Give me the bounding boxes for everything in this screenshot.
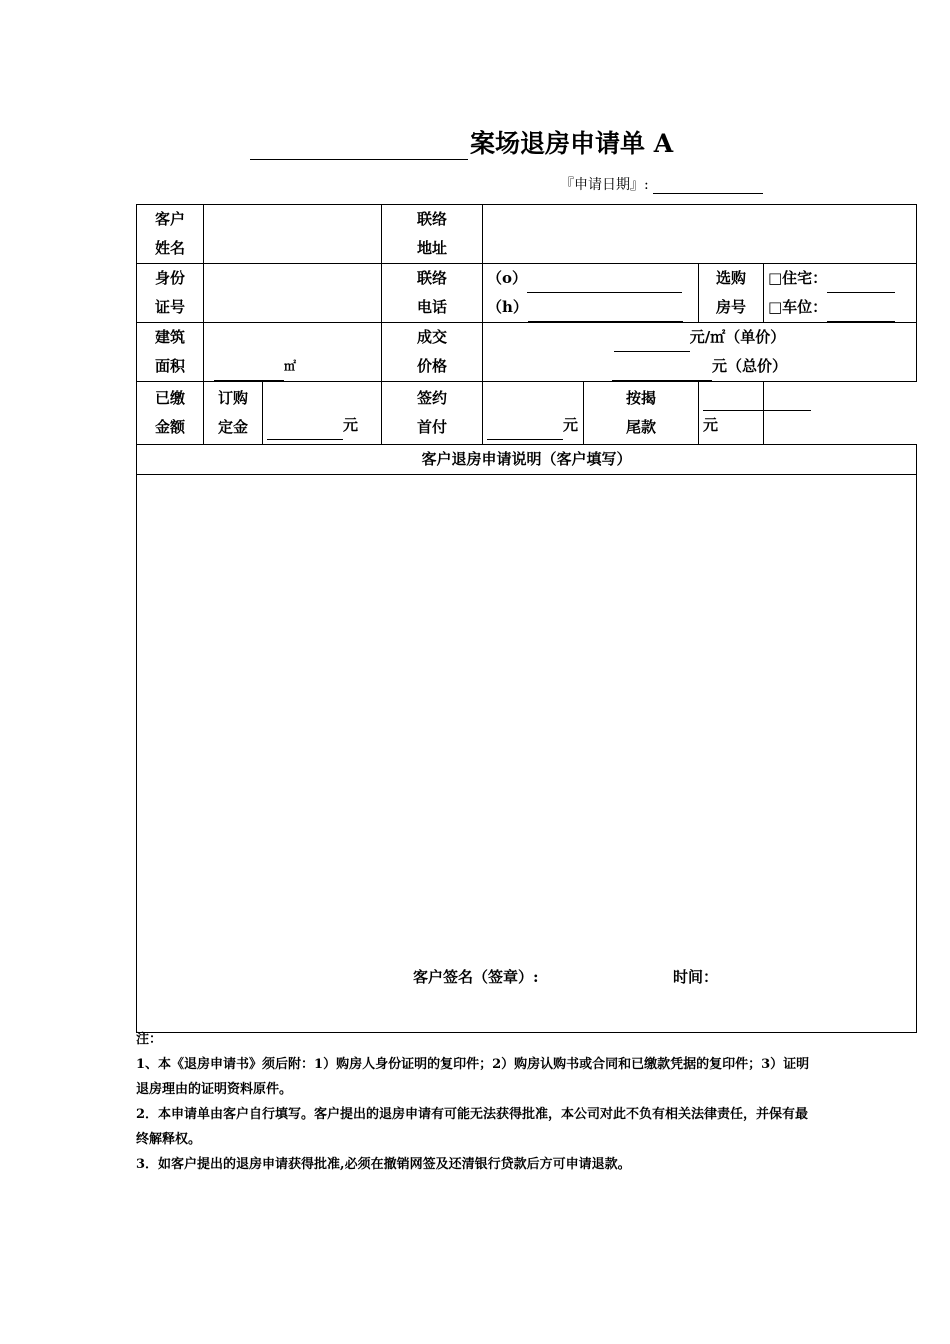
application-date xyxy=(560,174,820,194)
notes-section xyxy=(136,1027,816,1177)
project-name-blank[interactable] xyxy=(250,133,468,160)
deposit-cell xyxy=(263,382,382,445)
notes-heading: 注： xyxy=(136,1032,163,1047)
residence-field[interactable] xyxy=(827,274,895,293)
contact-phone-fields xyxy=(483,264,699,323)
customer-name-field[interactable] xyxy=(204,205,382,264)
total-price-field[interactable] xyxy=(612,362,712,381)
id-number-label: 身份 证号 xyxy=(137,264,204,323)
row-id-phone xyxy=(137,264,917,323)
parking-checkbox[interactable]: □车位： xyxy=(768,298,828,316)
chosen-unit-label: 选购 房号 xyxy=(699,264,764,323)
application-date-label: 『申请日期』: xyxy=(560,177,649,193)
deposit-yuan: 元 xyxy=(343,416,359,434)
mortgage-balance-label: 按揭 尾款 xyxy=(584,382,699,445)
page-title: 案场退房申请单 A xyxy=(250,124,720,160)
building-area-field[interactable] xyxy=(214,362,284,381)
deal-price-fields xyxy=(483,323,917,382)
mortgage-balance-yuan: 元 xyxy=(703,416,719,434)
description-header: 客户退房申请说明（客户填写） xyxy=(137,445,917,475)
phone-h-label: （h） xyxy=(487,298,528,316)
mortgage-balance-cell xyxy=(699,382,764,445)
mortgage-balance-field[interactable] xyxy=(703,392,811,411)
contact-address-label: 联络 地址 xyxy=(382,205,483,264)
unit-price-field[interactable] xyxy=(614,333,690,352)
unit-type-fields xyxy=(764,264,917,323)
paid-amount-label: 已缴 金额 xyxy=(137,382,204,445)
unit-price-suffix: 元/㎡（单价） xyxy=(689,328,786,346)
phone-o-label: （o） xyxy=(487,269,528,287)
down-payment-yuan: 元 xyxy=(563,416,579,434)
down-payment-field[interactable] xyxy=(487,421,563,440)
note-item-3: 3．如客户提出的退房申请获得批准,必须在撤销网签及还清银行贷款后方可申请退款。 xyxy=(136,1157,631,1172)
note-item-1: 1、本《退房申请书》须后附：1）购房人身份证明的复印件；2）购房认购书或合同和已缴款凭据的复印件；3）证明退房理由的证明资料原件。 xyxy=(136,1057,810,1097)
time-label: 时间： xyxy=(673,968,719,986)
row-description-header xyxy=(137,445,917,475)
refund-form-table xyxy=(136,204,917,1033)
contact-address-field[interactable] xyxy=(483,205,917,264)
deal-price-label: 成交 价格 xyxy=(382,323,483,382)
deposit-field[interactable] xyxy=(267,421,343,440)
application-date-field[interactable] xyxy=(653,178,763,194)
phone-o-field[interactable] xyxy=(527,274,682,293)
note-item-2: 2．本申请单由客户自行填写。客户提出的退房申请有可能无法获得批准，本公司对此不负有相关法律责任，并保有最终解释权。 xyxy=(136,1107,809,1147)
id-number-field[interactable] xyxy=(204,264,382,323)
deposit-label: 订购 定金 xyxy=(204,382,263,445)
customer-name-label: 客户 姓名 xyxy=(137,205,204,264)
contact-phone-label: 联络 电话 xyxy=(382,264,483,323)
area-unit: ㎡ xyxy=(284,359,297,373)
row-description-body xyxy=(137,475,917,1033)
phone-h-field[interactable] xyxy=(528,303,683,322)
parking-field[interactable] xyxy=(827,303,895,322)
building-area-cell xyxy=(204,323,382,382)
total-price-suffix: 元（总价） xyxy=(711,357,787,375)
row-area-price xyxy=(137,323,917,382)
residence-checkbox[interactable]: □住宅： xyxy=(768,269,828,287)
building-area-label: 建筑 面积 xyxy=(137,323,204,382)
row-payments xyxy=(137,382,917,445)
down-payment-cell xyxy=(483,382,584,445)
down-payment-label: 签约 首付 xyxy=(382,382,483,445)
signature-label: 客户签名（签章）: xyxy=(413,968,539,986)
row-name-address xyxy=(137,205,917,264)
description-textarea[interactable] xyxy=(137,475,917,1033)
